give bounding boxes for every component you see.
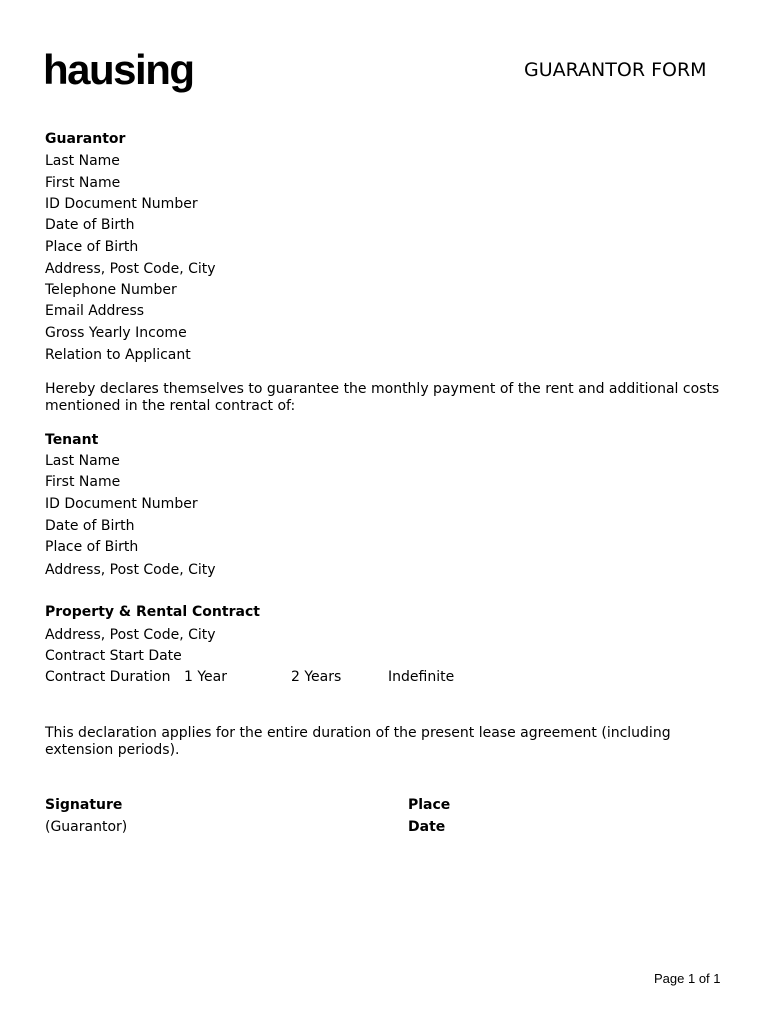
contract-start-date-label: Contract Start Date — [45, 648, 182, 664]
duration-option-2-years[interactable]: 2 Years — [291, 669, 342, 685]
tenant-date-of-birth-label: Date of Birth — [45, 518, 135, 534]
signature-guarantor-label: (Guarantor) — [45, 819, 128, 835]
guarantor-relation-label: Relation to Applicant — [45, 347, 191, 363]
guarantor-address-label: Address, Post Code, City — [45, 261, 216, 277]
duration-option-1-year[interactable]: 1 Year — [184, 669, 227, 685]
property-heading: Property & Rental Contract — [45, 604, 260, 620]
guarantor-heading: Guarantor — [45, 131, 126, 147]
contract-duration-label: Contract Duration — [45, 669, 171, 685]
place-label: Place — [408, 797, 451, 813]
tenant-place-of-birth-label: Place of Birth — [45, 539, 139, 555]
tenant-id-document-label: ID Document Number — [45, 496, 198, 512]
duration-note-text: This declaration applies for the entire duration of the present lease agreement (including extension periods). — [45, 725, 671, 758]
duration-option-indefinite[interactable]: Indefinite — [388, 669, 455, 685]
tenant-first-name-label: First Name — [45, 474, 121, 490]
property-address-label: Address, Post Code, City — [45, 627, 216, 643]
tenant-address-label: Address, Post Code, City — [45, 562, 216, 578]
tenant-last-name-label: Last Name — [45, 453, 120, 469]
date-label: Date — [408, 819, 446, 835]
guarantor-date-of-birth-label: Date of Birth — [45, 217, 135, 233]
hausing-logo: hausing — [43, 46, 194, 93]
guarantor-income-label: Gross Yearly Income — [45, 325, 187, 341]
declaration-text: Hereby declares themselves to guarantee the monthly payment of the rent and additional costs mentioned in the rental contract of: — [45, 381, 720, 414]
page-number: Page 1 of 1 — [654, 971, 721, 986]
guarantor-email-label: Email Address — [45, 303, 145, 319]
guarantor-id-document-label: ID Document Number — [45, 196, 198, 212]
signature-label: Signature — [45, 797, 123, 813]
guarantor-telephone-label: Telephone Number — [45, 282, 177, 298]
guarantor-first-name-label: First Name — [45, 175, 121, 191]
guarantor-place-of-birth-label: Place of Birth — [45, 239, 139, 255]
tenant-heading: Tenant — [45, 432, 99, 448]
guarantor-last-name-label: Last Name — [45, 153, 120, 169]
form-title: GUARANTOR FORM — [524, 59, 707, 81]
